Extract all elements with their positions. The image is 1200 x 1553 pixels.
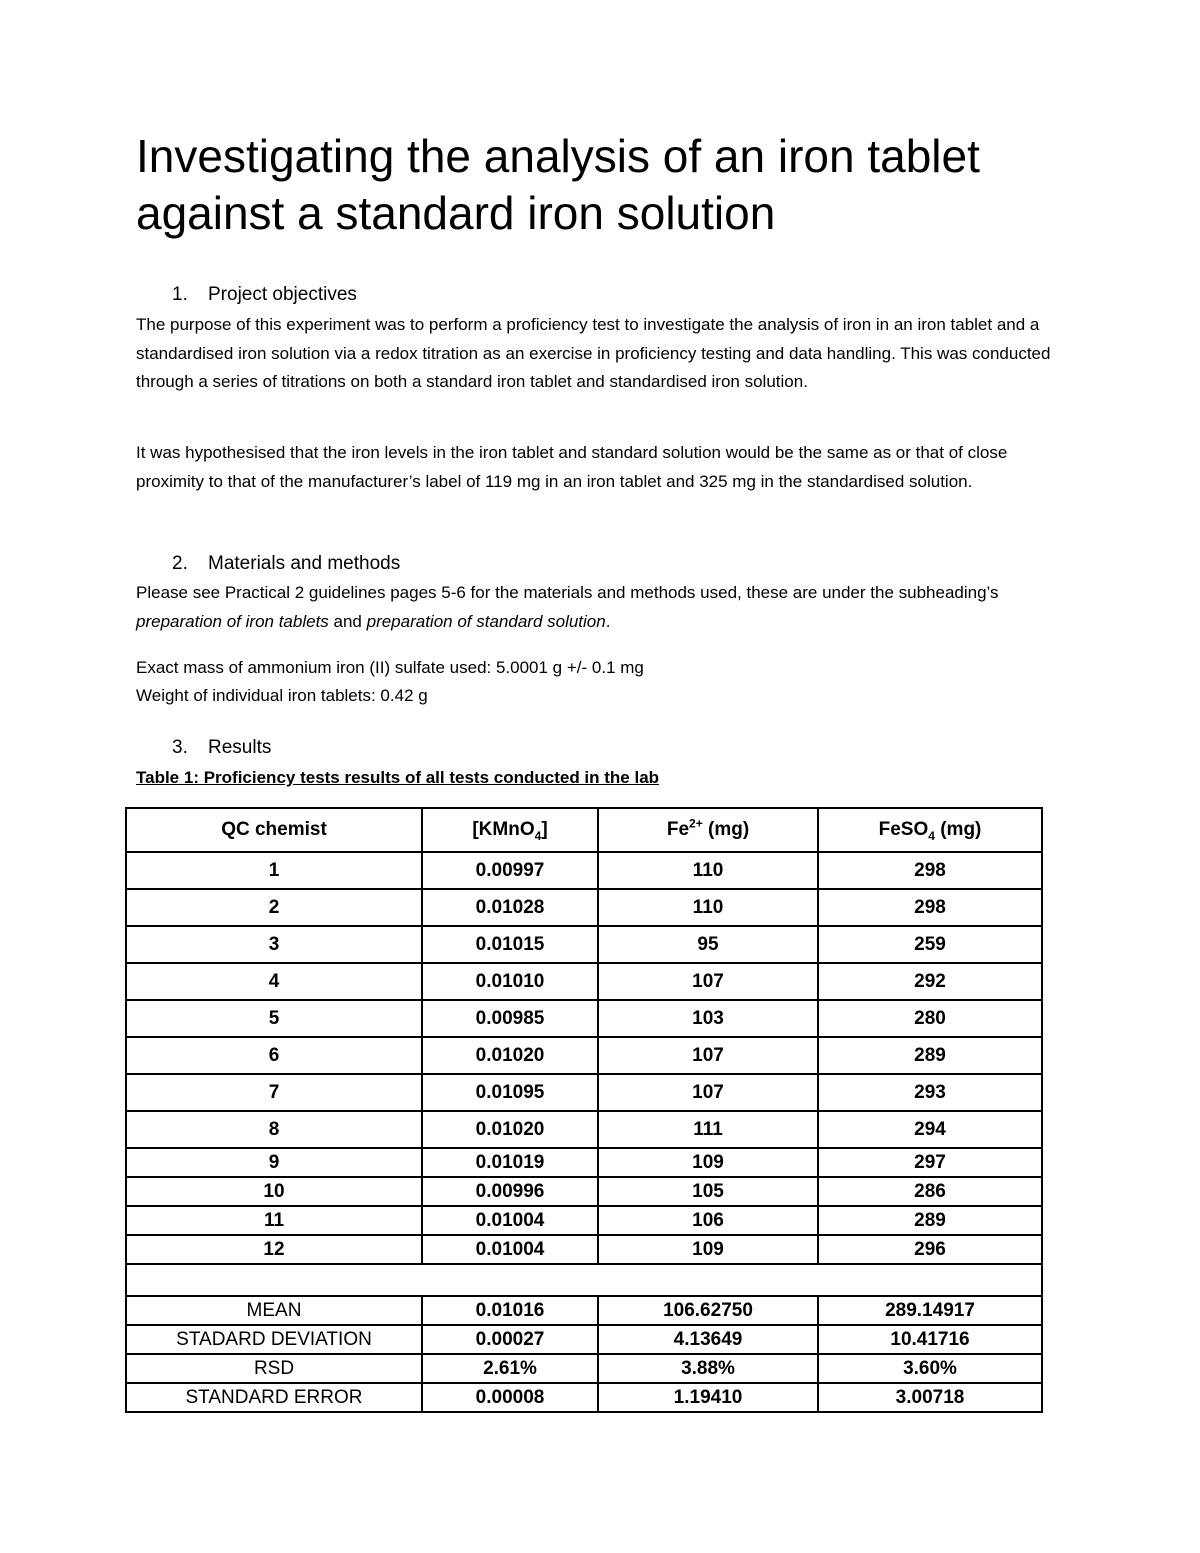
stats-row bbox=[126, 1296, 1042, 1325]
table-cell: 9 bbox=[126, 1148, 422, 1177]
table-cell: 95 bbox=[598, 926, 818, 963]
stats-value-cell: 289.14917 bbox=[818, 1296, 1042, 1325]
stats-value-cell: 3.60% bbox=[818, 1354, 1042, 1383]
table-cell: 289 bbox=[818, 1206, 1042, 1235]
table-row bbox=[126, 852, 1042, 889]
stats-row bbox=[126, 1354, 1042, 1383]
table-row bbox=[126, 1206, 1042, 1235]
table-cell: 289 bbox=[818, 1037, 1042, 1074]
table-cell: 105 bbox=[598, 1177, 818, 1206]
stats-value-cell: 0.01016 bbox=[422, 1296, 598, 1325]
header-fe2: $Fe^{2+}$ (mg) bbox=[598, 808, 818, 852]
table-row bbox=[126, 1235, 1042, 1264]
stats-value-cell: 0.00027 bbox=[422, 1325, 598, 1354]
table-cell: 110 bbox=[598, 889, 818, 926]
table-cell: 1 bbox=[126, 852, 422, 889]
weight-line: Weight of individual iron tablets: 0.42 g bbox=[136, 686, 428, 705]
table-cell: 8 bbox=[126, 1111, 422, 1148]
table-row bbox=[126, 889, 1042, 926]
table-cell: 294 bbox=[818, 1111, 1042, 1148]
stats-value-cell: 3.00718 bbox=[818, 1383, 1042, 1412]
title-line-1: Investigating the analysis of an iron tablet bbox=[136, 130, 980, 182]
document-title bbox=[136, 128, 1076, 242]
table-cell: 296 bbox=[818, 1235, 1042, 1264]
table-cell: 0.01004 bbox=[422, 1206, 598, 1235]
stats-value-cell: 0.00008 bbox=[422, 1383, 598, 1412]
table-row bbox=[126, 963, 1042, 1000]
table-row bbox=[126, 1111, 1042, 1148]
stats-label-cell: STADARD DEVIATION bbox=[126, 1325, 422, 1354]
table-row bbox=[126, 1074, 1042, 1111]
table-cell: 107 bbox=[598, 1074, 818, 1111]
stats-value-cell: 106.62750 bbox=[598, 1296, 818, 1325]
stats-row bbox=[126, 1383, 1042, 1412]
materials-italic-1: preparation of iron tablets bbox=[136, 611, 329, 631]
table-cell: 4 bbox=[126, 963, 422, 1000]
table-cell: 297 bbox=[818, 1148, 1042, 1177]
table-cell: 3 bbox=[126, 926, 422, 963]
table-row bbox=[126, 1148, 1042, 1177]
stats-value-cell: 3.88% bbox=[598, 1354, 818, 1383]
table-cell: 0.01019 bbox=[422, 1148, 598, 1177]
header-kmno4: [KMnO$_4$] bbox=[422, 808, 598, 852]
table-cell: 111 bbox=[598, 1111, 818, 1148]
table-cell: 0.00997 bbox=[422, 852, 598, 889]
table-cell: 0.01028 bbox=[422, 889, 598, 926]
table-cell: 109 bbox=[598, 1148, 818, 1177]
section-heading-materials bbox=[172, 552, 400, 576]
table-cell: 298 bbox=[818, 852, 1042, 889]
table-cell: 106 bbox=[598, 1206, 818, 1235]
stats-row bbox=[126, 1325, 1042, 1354]
table-cell: 286 bbox=[818, 1177, 1042, 1206]
table-cell: 0.01004 bbox=[422, 1235, 598, 1264]
table-cell: 0.00996 bbox=[422, 1177, 598, 1206]
header-qc-chemist: QC chemist bbox=[126, 808, 422, 852]
table-row bbox=[126, 1000, 1042, 1037]
table-cell: 10 bbox=[126, 1177, 422, 1206]
stats-label-cell: RSD bbox=[126, 1354, 422, 1383]
table-cell: 0.01015 bbox=[422, 926, 598, 963]
table-cell: 107 bbox=[598, 1037, 818, 1074]
materials-text-a: Please see Practical 2 guidelines pages 5-6 for the materials and methods used, these are under the subheading’s bbox=[136, 583, 999, 602]
table-spacer-cell bbox=[126, 1264, 1042, 1296]
section-heading-objectives bbox=[172, 283, 357, 307]
table-spacer-row bbox=[126, 1264, 1042, 1296]
table-row bbox=[126, 926, 1042, 963]
table-cell: 110 bbox=[598, 852, 818, 889]
table-cell: 280 bbox=[818, 1000, 1042, 1037]
section-title: Materials and methods bbox=[208, 553, 401, 574]
table-cell: 0.00985 bbox=[422, 1000, 598, 1037]
table-row bbox=[126, 1037, 1042, 1074]
title-line-2: against a standard iron solution bbox=[136, 187, 776, 239]
table-cell: 7 bbox=[126, 1074, 422, 1111]
table-cell: 107 bbox=[598, 963, 818, 1000]
table-cell: 0.01020 bbox=[422, 1111, 598, 1148]
section-number: 1. bbox=[172, 284, 188, 305]
section-heading-results bbox=[172, 736, 271, 760]
mass-line: Exact mass of ammonium iron (II) sulfate used: 5.0001 g +/- 0.1 mg bbox=[136, 658, 644, 677]
table-cell: 2 bbox=[126, 889, 422, 926]
table-cell: 298 bbox=[818, 889, 1042, 926]
table-cell: 292 bbox=[818, 963, 1042, 1000]
table-cell: 11 bbox=[126, 1206, 422, 1235]
materials-text-c: . bbox=[605, 611, 611, 631]
section-number: 3. bbox=[172, 737, 188, 758]
objectives-paragraph-2: It was hypothesised that the iron levels in the iron tablet and standard solution would be the same as or that of close proximity to that of the manufacturer’s label of 119 mg in an iron tablet and 325 mg in the standardised solution. bbox=[136, 443, 1008, 491]
section-title: Results bbox=[208, 737, 272, 758]
header-feso4: FeSO$_4$ (mg) bbox=[818, 808, 1042, 852]
table-header-row bbox=[126, 808, 1042, 852]
materials-text-b: and bbox=[328, 611, 367, 631]
table-cell: 0.01020 bbox=[422, 1037, 598, 1074]
table-cell: 103 bbox=[598, 1000, 818, 1037]
stats-value-cell: 4.13649 bbox=[598, 1325, 818, 1354]
table-cell: 0.01010 bbox=[422, 963, 598, 1000]
materials-italic-2: preparation of standard solution bbox=[366, 611, 606, 631]
table-cell: 293 bbox=[818, 1074, 1042, 1111]
table-cell: 259 bbox=[818, 926, 1042, 963]
table-caption: Table 1: Proficiency tests results of all tests conducted in the lab bbox=[136, 768, 660, 787]
stats-value-cell: 1.19410 bbox=[598, 1383, 818, 1412]
section-number: 2. bbox=[172, 553, 188, 574]
materials-paragraph bbox=[136, 579, 1066, 636]
table-cell: 0.01095 bbox=[422, 1074, 598, 1111]
table-cell: 6 bbox=[126, 1037, 422, 1074]
results-table bbox=[125, 807, 1043, 1413]
table-body bbox=[126, 852, 1042, 1412]
objectives-paragraph-1: The purpose of this experiment was to perform a proficiency test to investigate the analysis of iron in an iron tablet and a standardised iron solution via a redox titration as an exercise in proficiency testing and data handling. This was conducted through a series of titrations on both a standard iron tablet and standardised iron solution. bbox=[136, 315, 1051, 391]
table-cell: 109 bbox=[598, 1235, 818, 1264]
stats-label-cell: STANDARD ERROR bbox=[126, 1383, 422, 1412]
section-title: Project objectives bbox=[208, 284, 357, 305]
table-cell: 5 bbox=[126, 1000, 422, 1037]
stats-value-cell: 2.61% bbox=[422, 1354, 598, 1383]
table-cell: 12 bbox=[126, 1235, 422, 1264]
stats-label-cell: MEAN bbox=[126, 1296, 422, 1325]
stats-value-cell: 10.41716 bbox=[818, 1325, 1042, 1354]
table-row bbox=[126, 1177, 1042, 1206]
